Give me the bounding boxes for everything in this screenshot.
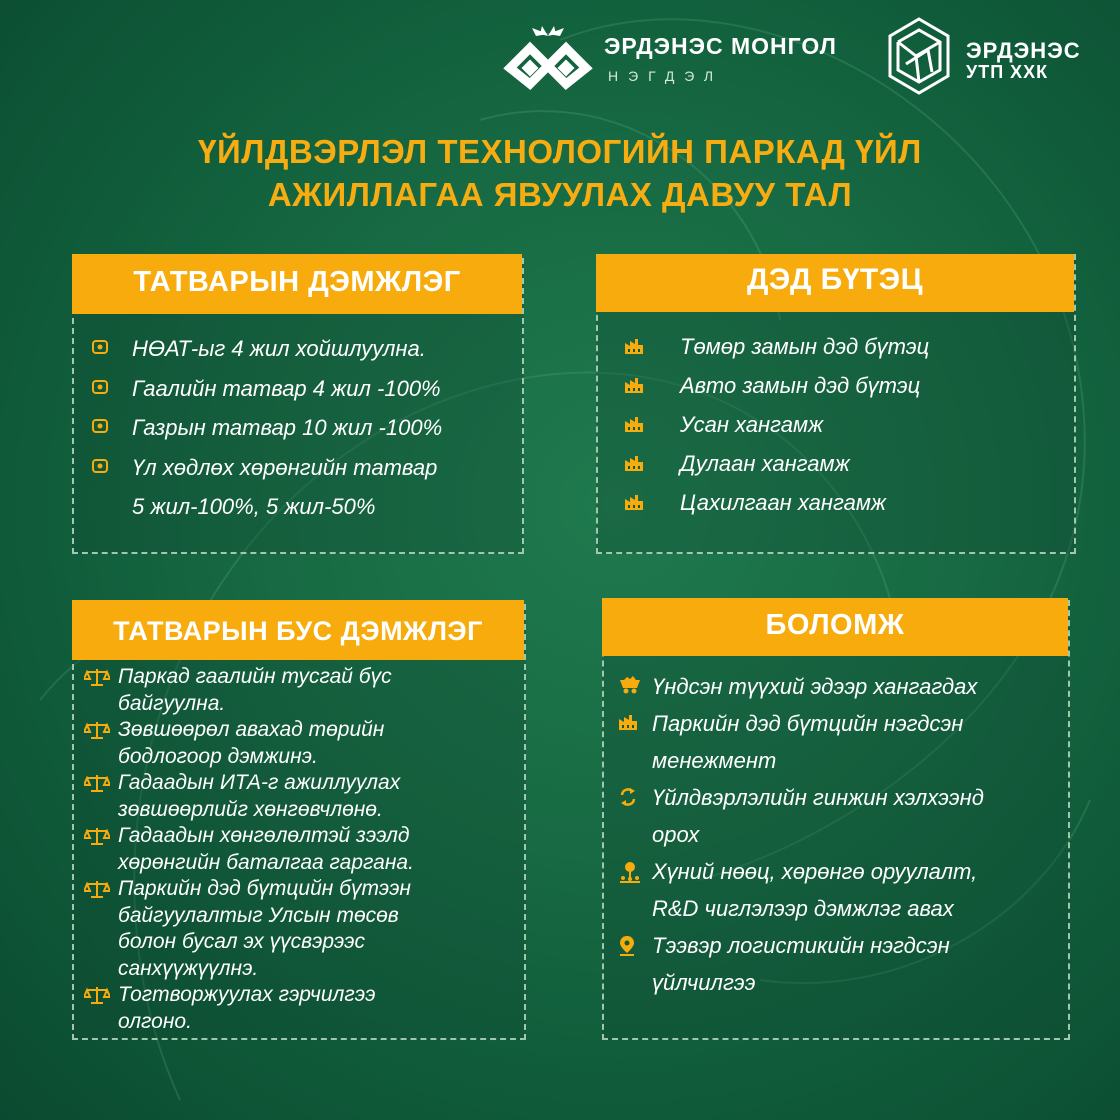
scales-icon [84,879,110,899]
nontax-item-line: байгуулалтыг Улсын төсөв [118,903,399,927]
list-item [618,668,1064,705]
tax-item-text: Газрын татвар 10 жил -100% [132,415,443,440]
tax-support-list [92,329,512,527]
infra-item-text: Цахилгаан хангамж [680,490,887,515]
list-item [596,405,1066,444]
list-item [596,483,1066,522]
non-tax-support-header: ТАТВАРЫН БУС ДЭМЖЛЭГ [72,600,524,660]
list-item [84,823,520,876]
nontax-item-line: Тогтворжуулах гэрчилгээ [118,983,376,1006]
list-item [618,927,1064,1001]
nontax-item-line: Паркад гаалийн тусгай бүс [118,665,392,688]
list-item [92,369,512,409]
opportunity-item-line: Хүний нөөц, хөрөнгө оруулалт, [652,859,978,884]
infra-item-text: Дулаан хангамж [680,451,850,476]
scales-icon [84,773,110,793]
erdenes-utp-logo [886,16,1106,100]
scales-icon [84,985,110,1005]
logo1-subtitle: НЭГДЭЛ [608,68,724,84]
list-item [92,408,512,448]
list-item [618,779,1064,853]
tax-support-header: ТАТВАРЫН ДЭМЖЛЭГ [72,254,522,314]
cycle-arrows-icon [618,787,638,807]
nontax-item-line: байгуулна. [118,691,226,715]
factory-icon [624,493,644,511]
opportunity-item-line: R&D чиглэлээр дэмжлэг авах [652,896,954,921]
page-title-line2: АЖИЛЛАГАА ЯВУУЛАХ ДАВУУ ТАЛ [267,176,853,213]
factory-icon [624,415,644,433]
infrastructure-header: ДЭД БҮТЭЦ [596,254,1074,312]
scales-icon [84,720,110,740]
factory-icon [624,376,644,394]
logo2-title: ЭРДЭНЭС [966,38,1081,63]
list-item [596,444,1066,483]
opportunity-item-line: менежмент [652,748,777,773]
opportunity-item-line: Үндсэн түүхий эдээр хангагдах [652,674,978,699]
people-tree-icon [618,861,642,883]
list-item [92,329,512,369]
list-item [618,705,1064,779]
opportunity-item-line: орох [652,822,700,847]
nontax-item-line: Паркийн дэд бүтцийн бүтээн [118,877,411,900]
nontax-item-line: Зөвшөөрөл авахад төрийн [118,718,385,741]
list-item [84,664,520,717]
tax-item-text: Гаалийн татвар 4 жил -100% [132,375,441,401]
opportunity-item-line: Паркийн дэд бүтцийн нэгдсэн [652,711,964,736]
opportunity-item-line: Үйлдвэрлэлийн гинжин хэлхээнд [652,785,984,810]
list-item [84,770,520,823]
list-item [84,876,520,982]
opportunity-list [618,668,1064,1001]
infra-item-text: Төмөр замын дэд бүтэц [680,334,930,359]
list-item [596,327,1066,366]
logo2-subtitle: УТП ХХК [966,62,1049,82]
page-title [60,130,1060,216]
tax-item-text: НӨАТ-ыг 4 жил хойшлуулна. [132,336,426,361]
tax-item-text: Үл хөдлөх хөрөнгийн татвар [132,454,438,480]
opportunity-item-line: үйлчилгээ [652,970,756,995]
scales-icon [84,667,110,687]
list-item [618,853,1064,927]
list-item [92,448,512,488]
infra-item-text: Авто замын дэд бүтэц [680,373,921,398]
coin-icon [92,419,108,433]
nontax-item-line: олгоно. [118,1009,192,1033]
nontax-item-line: бодлогоор дэмжинэ. [118,744,318,768]
nontax-item-line: болон бусал эх үүсвэрээс [118,930,365,953]
page-title-line1: ҮЙЛДВЭРЛЭЛ ТЕХНОЛОГИЙН ПАРКАД ҮЙЛ [198,133,922,170]
factory-icon [624,454,644,472]
coin-icon [92,340,108,354]
nontax-item-line: Гадаадын ИТА-г ажиллуулах [118,771,401,794]
location-pin-icon [618,935,636,957]
list-item [84,982,520,1035]
logo1-title: ЭРДЭНЭС МОНГОЛ [604,33,837,59]
nontax-item-line: Гадаадын хөнгөлөлтэй зээлд [118,824,410,847]
non-tax-support-list [84,664,520,1035]
scales-icon [84,826,110,846]
mining-cart-icon [618,676,642,694]
nontax-item-line: хөрөнгийн баталгаа гаргана. [118,850,414,874]
infrastructure-list [596,327,1066,522]
erdenes-mongol-logo [500,22,875,102]
erdenes-mongol-mark-icon [500,24,596,100]
factory-icon [624,337,644,355]
tax-item-text: 5 жил-100%, 5 жил-50% [132,494,376,519]
coin-icon [92,380,108,394]
opportunity-header: БОЛОМЖ [602,598,1068,656]
list-item [92,487,512,527]
erdenes-utp-mark-icon [886,16,952,96]
factory-icon [618,713,638,731]
infra-item-text: Усан хангамж [680,412,824,437]
list-item [84,717,520,770]
opportunity-item-line: Тээвэр логистикийн нэгдсэн [652,933,950,958]
coin-icon [92,459,108,473]
nontax-item-line: санхүүжүүлнэ. [118,956,259,980]
list-item [596,366,1066,405]
nontax-item-line: зөвшөөрлийг хөнгөвчлөнө. [118,797,383,821]
